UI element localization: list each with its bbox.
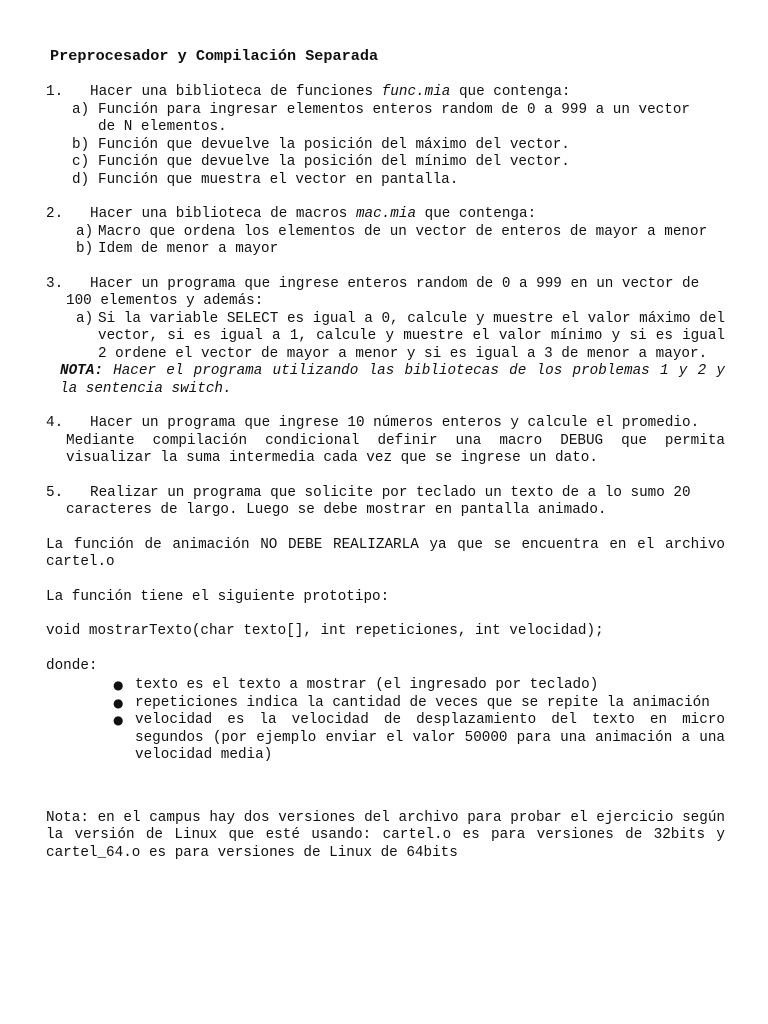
list-item: a) Si la variable SELECT es igual a 0, calcule y muestre el valor máximo del vector, si es igual a 1, calcule y muestre el valor mínimo y si es igual 2 ordene el vector de mayor a menor y si es igual a 3 de menor a mayor. [76,310,725,362]
exercise-5-text: Realizar un programa que solicite por teclado un texto de a lo sumo 20 [90,484,691,501]
exercise-3-text: Hacer un programa que ingrese enteros random de 0 a 999 en un vector de [90,275,700,292]
exercise-4-heading [46,415,725,433]
exercise-number: 2. [46,206,64,222]
function-prototype: void mostrarTexto(char texto[], int repeticiones, int velocidad); [46,623,604,639]
filename-mac-mia: mac.mia [355,206,417,222]
list-item: a) Macro que ordena los elementos de un vector de enteros de mayor a menor [76,223,708,240]
list-item: ● repeticiones indica la cantidad de veces que se repite la animación [113,694,710,711]
list-item: de N elementos. [98,119,227,135]
note-text: Hacer el programa utilizando las bibliotecas de los problemas 1 y 2 y la sentencia switch. [60,363,725,397]
animation-paragraph: La función de animación NO DEBE REALIZARLA ya que se encuentra en el archivo cartel.o [46,536,725,570]
bullet-icon: ● [113,713,124,727]
list-item: b) Función que devuelve la posición del máximo del vector. [72,136,570,153]
page-title: Preprocesador y Compilación Separada [50,47,379,65]
exercise-5-continuation: caracteres de largo. Luego se debe mostrar en pantalla animado. [66,502,607,518]
exercise-3 [46,276,725,364]
exercise-number: 4. [46,415,64,431]
exercise-5 [46,485,725,520]
exercise-4-text: Hacer un programa que ingrese 10 números enteros y calcule el promedio. [90,415,700,431]
exercise-3-note [60,363,725,398]
exercise-1-items [72,102,725,190]
exercise-4-continuation: Mediante compilación condicional definir una macro DEBUG que permita visualizar la suma intermedia cada vez que se ingrese un dato. [66,432,725,466]
exercise-3-heading [46,276,725,294]
exercise-1 [46,84,725,189]
exercise-4 [46,415,725,468]
exercise-2-text: Hacer una biblioteca de macros [90,206,356,222]
exercise-number: 3. [46,275,64,292]
filename-func-mia: func.mia [381,84,451,100]
exercise-2-heading [46,206,725,224]
exercise-1-heading [46,84,725,102]
exercise-1-text-end: que contenga: [450,84,571,100]
list-item: c) Función que devuelve la posición del mínimo del vector. [72,154,570,170]
list-item: ● texto es el texto a mostrar (el ingresado por teclado) [113,677,599,693]
bullet-icon: ● [113,695,124,710]
prototype-intro: La función tiene el siguiente prototipo: [46,588,390,605]
list-item: d) Función que muestra el vector en pantalla. [72,171,459,188]
exercise-1-text: Hacer una biblioteca de funciones [90,84,382,100]
donde-label: donde: [46,657,98,674]
list-item: b) Idem de menor a mayor [76,241,279,257]
exercise-number: 5. [46,484,64,501]
bullet-icon: ● [113,678,124,692]
list-item: ● velocidad es la velocidad de desplazamiento del texto en micro segundos (por ejemplo enviar el valor 50000 para una animación a una velocidad media) [113,712,725,763]
exercise-number: 1. [46,84,64,100]
list-item: a) Función para ingresar elementos enteros random de 0 a 999 a un vector [72,101,690,118]
exercise-5-heading [46,485,725,503]
exercise-3-continuation: 100 elementos y además: [66,293,264,309]
exercise-2-text-end: que contenga: [416,206,537,222]
note-label: NOTA: [60,363,103,379]
parameter-list [46,677,725,765]
exercise-2 [46,206,725,259]
exercise-2-items [76,224,725,259]
final-note: Nota: en el campus hay dos versiones del archivo para probar el ejercicio según la versión de Linux que esté usando: cartel.o es para versiones de 32bits y cartel_64.o es para versiones de Linux de 64bits [46,809,725,861]
